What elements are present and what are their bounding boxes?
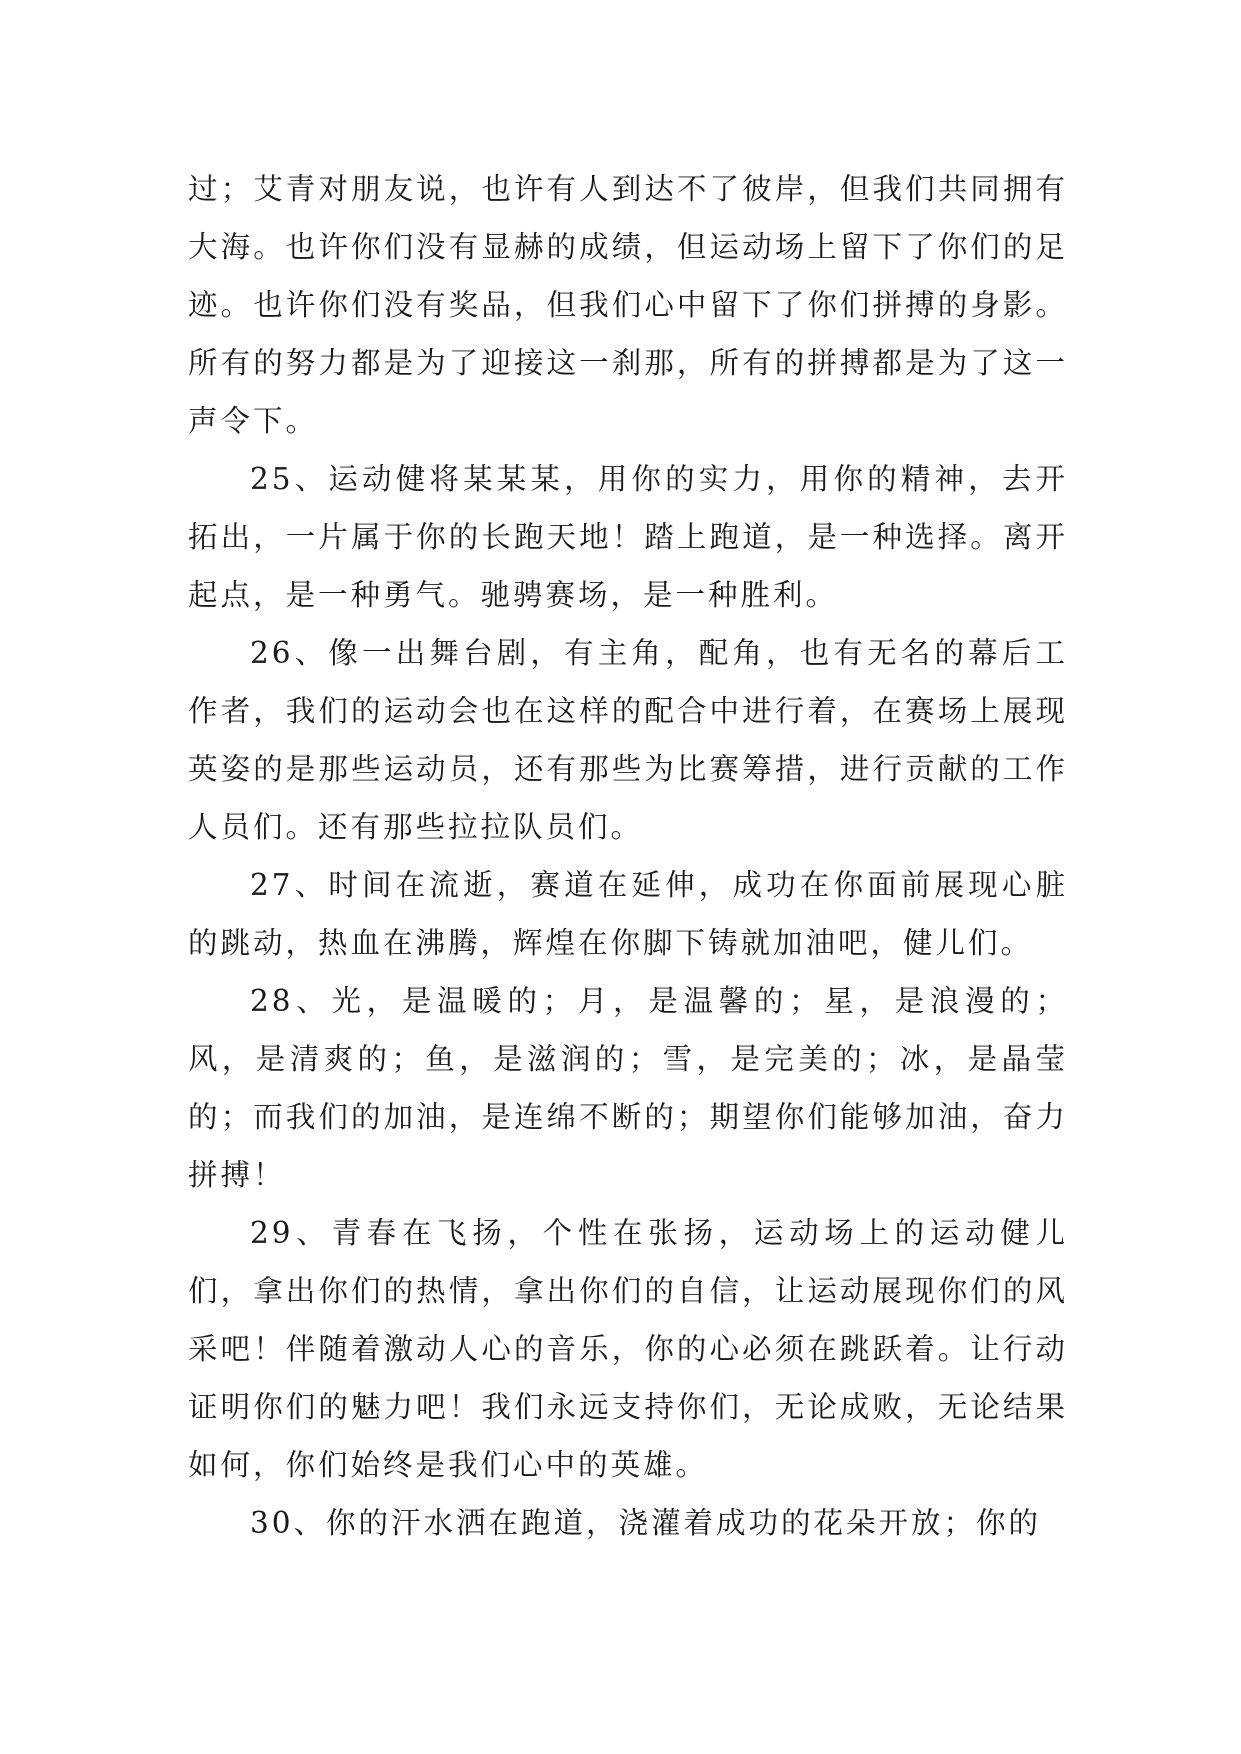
paragraph-28: 28、光，是温暖的；月，是温馨的；星，是浪漫的；风，是清爽的；鱼，是滋润的；雪，是完美的；冰，是晶莹的；而我们的加油，是连绵不断的；期望你们能够加油，奋力拼搏！: [188, 984, 1068, 1192]
paragraph-continuation: 过；艾青对朋友说，也许有人到达不了彼岸，但我们共同拥有大海。也许你们没有显赫的成绩，但运动场上留下了你们的足迹。也许你们没有奖品，但我们心中留下了你们拼搏的身影。所有的努力都是为了迎接这一刹那，所有的拼搏都是为了这一声令下。: [188, 172, 1068, 438]
paragraph-30: 30、你的汗水洒在跑道，浇灌着成功的花朵开放；你的: [250, 1506, 1042, 1540]
paragraph-29: 29、青春在飞扬，个性在张扬，运动场上的运动健儿们，拿出你们的热情，拿出你们的自信，让运动展现你们的风采吧！伴随着激动人心的音乐，你的心必须在跳跃着。让行动证明你们的魅力吧！我们永远支持你们，无论成败，无论结果如何，你们始终是我们心中的英雄。: [188, 1216, 1068, 1482]
paragraph-25: 25、运动健将某某某，用你的实力，用你的精神，去开拓出，一片属于你的长跑天地！踏上跑道，是一种选择。离开起点，是一种勇气。驰骋赛场，是一种胜利。: [188, 462, 1068, 612]
paragraph-27: 27、时间在流逝，赛道在延伸，成功在你面前展现心脏的跳动，热血在沸腾，辉煌在你脚下铸就加油吧，健儿们。: [188, 868, 1068, 960]
paragraph-26: 26、像一出舞台剧，有主角，配角，也有无名的幕后工作者，我们的运动会也在这样的配合中进行着，在赛场上展现英姿的是那些运动员，还有那些为比赛筹措，进行贡献的工作人员们。还有那些拉拉队员们。: [188, 636, 1068, 844]
document-body: [188, 160, 1068, 1552]
